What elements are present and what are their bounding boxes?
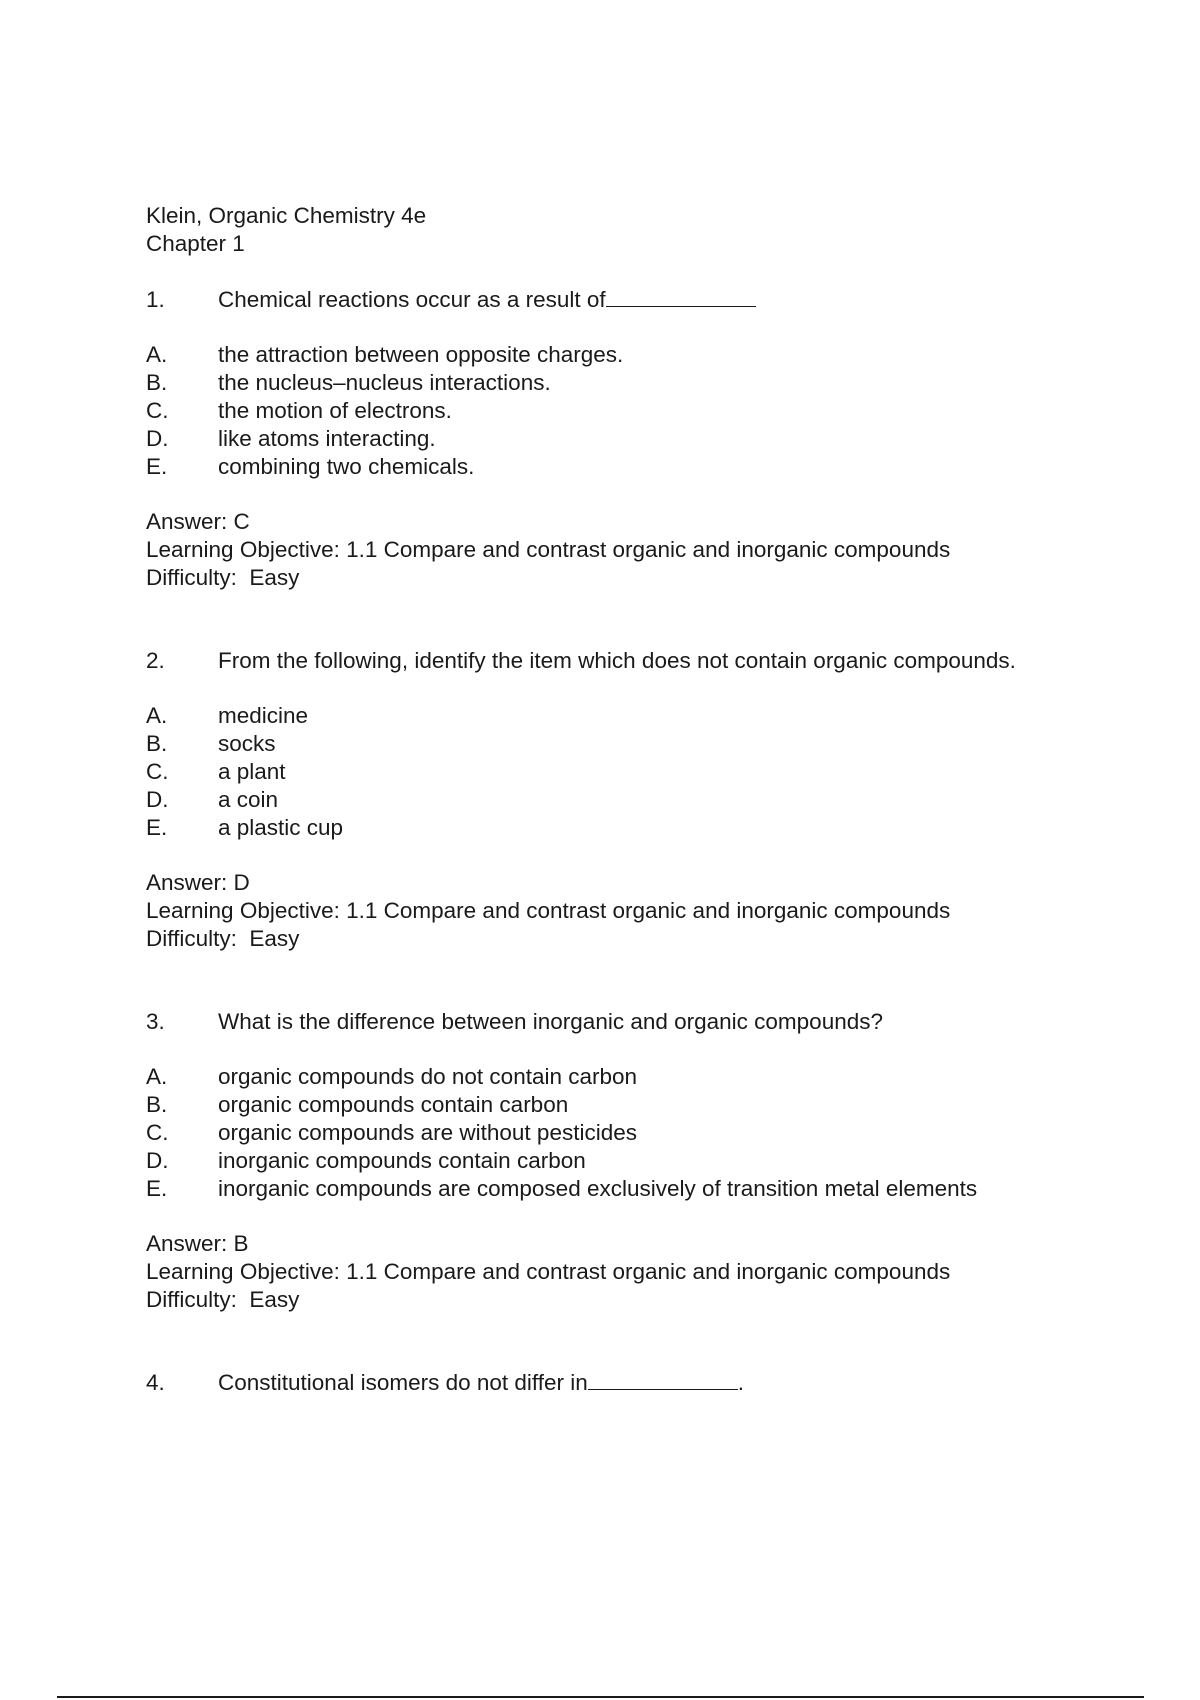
- option-letter: D.: [146, 426, 169, 451]
- option-text: medicine: [218, 703, 309, 728]
- question-number: 1.: [146, 287, 165, 312]
- option-text: a plastic cup: [218, 815, 344, 840]
- question-text: What is the difference between inorganic and organic compounds?: [218, 1009, 884, 1034]
- question-text-wrap: [218, 1369, 1106, 1397]
- option-letter: E.: [146, 454, 168, 479]
- question-block: [146, 1008, 1106, 1314]
- difficulty-label: Difficulty: Easy: [146, 565, 300, 590]
- option-text: the motion of electrons.: [218, 398, 452, 423]
- option-letter: D.: [146, 1148, 169, 1173]
- answer-option: [146, 397, 1106, 425]
- answer-options: [146, 702, 1106, 842]
- difficulty-label: Difficulty: Easy: [146, 1287, 300, 1312]
- answer-option: [146, 369, 1106, 397]
- option-text: combining two chemicals.: [218, 454, 475, 479]
- question-text-wrap: [218, 1008, 1106, 1036]
- option-letter: A.: [146, 703, 168, 728]
- option-letter: E.: [146, 815, 168, 840]
- option-letter: C.: [146, 398, 169, 423]
- option-letter: D.: [146, 787, 169, 812]
- question-text: From the following, identify the item which does not contain organic compounds.: [218, 648, 1016, 673]
- answer-metadata: [146, 869, 1106, 953]
- fill-in-blank: [588, 1369, 738, 1390]
- document-title: Klein, Organic Chemistry 4e: [146, 203, 427, 228]
- answer-option: [146, 453, 1106, 481]
- difficulty-label: Difficulty: Easy: [146, 926, 300, 951]
- question-number: 3.: [146, 1009, 165, 1034]
- option-letter: B.: [146, 1092, 168, 1117]
- option-letter: A.: [146, 1064, 168, 1089]
- answer-option: [146, 702, 1106, 730]
- option-letter: B.: [146, 370, 168, 395]
- option-text: organic compounds do not contain carbon: [218, 1064, 638, 1089]
- option-text: inorganic compounds are composed exclusively of transition metal elements: [218, 1176, 978, 1201]
- blank-suffix: .: [737, 1370, 745, 1395]
- option-text: inorganic compounds contain carbon: [218, 1148, 586, 1173]
- option-text: organic compounds contain carbon: [218, 1092, 569, 1117]
- answer-option: [146, 814, 1106, 842]
- question-text: Constitutional isomers do not differ in: [218, 1370, 588, 1395]
- option-letter: C.: [146, 759, 169, 784]
- answer-option: [146, 758, 1106, 786]
- answer-key: Answer: D: [146, 870, 250, 895]
- option-letter: E.: [146, 1176, 168, 1201]
- answer-options: [146, 341, 1106, 481]
- option-text: socks: [218, 731, 276, 756]
- question-text: Chemical reactions occur as a result of: [218, 287, 606, 312]
- question-text-wrap: [218, 286, 1106, 314]
- option-text: like atoms interacting.: [218, 426, 436, 451]
- option-letter: B.: [146, 731, 168, 756]
- question-list: [146, 286, 1106, 1397]
- option-text: organic compounds are without pesticides: [218, 1120, 637, 1145]
- answer-option: [146, 786, 1106, 814]
- question-text-wrap: [218, 647, 1106, 675]
- question-block: [146, 286, 1106, 592]
- question-block: [146, 1369, 1106, 1397]
- answer-option: [146, 730, 1106, 758]
- answer-option: [146, 1091, 1106, 1119]
- answer-option: [146, 1147, 1106, 1175]
- learning-objective: Learning Objective: 1.1 Compare and contrast organic and inorganic compounds: [146, 898, 951, 923]
- answer-metadata: [146, 508, 1106, 592]
- question-number: 4.: [146, 1370, 165, 1395]
- answer-option: [146, 425, 1106, 453]
- question-stem: [146, 286, 1106, 314]
- question-stem: [146, 1369, 1106, 1397]
- answer-option: [146, 1063, 1106, 1091]
- answer-option: [146, 1119, 1106, 1147]
- option-text: the nucleus–nucleus interactions.: [218, 370, 551, 395]
- answer-key: Answer: C: [146, 509, 250, 534]
- question-stem: [146, 1008, 1106, 1036]
- option-letter: A.: [146, 342, 168, 367]
- fill-in-blank: [606, 286, 756, 307]
- learning-objective: Learning Objective: 1.1 Compare and contrast organic and inorganic compounds: [146, 1259, 951, 1284]
- footer-divider: [57, 1696, 1144, 1698]
- option-text: a plant: [218, 759, 286, 784]
- answer-option: [146, 1175, 1106, 1203]
- answer-options: [146, 1063, 1106, 1203]
- option-text: a coin: [218, 787, 279, 812]
- option-letter: C.: [146, 1120, 169, 1145]
- question-block: [146, 647, 1106, 953]
- question-stem: [146, 647, 1106, 675]
- question-number: 2.: [146, 648, 165, 673]
- learning-objective: Learning Objective: 1.1 Compare and contrast organic and inorganic compounds: [146, 537, 951, 562]
- document-page: [146, 202, 1106, 1452]
- answer-option: [146, 341, 1106, 369]
- option-text: the attraction between opposite charges.: [218, 342, 624, 367]
- answer-metadata: [146, 1230, 1106, 1314]
- chapter-label: Chapter 1: [146, 231, 245, 256]
- answer-key: Answer: B: [146, 1231, 249, 1256]
